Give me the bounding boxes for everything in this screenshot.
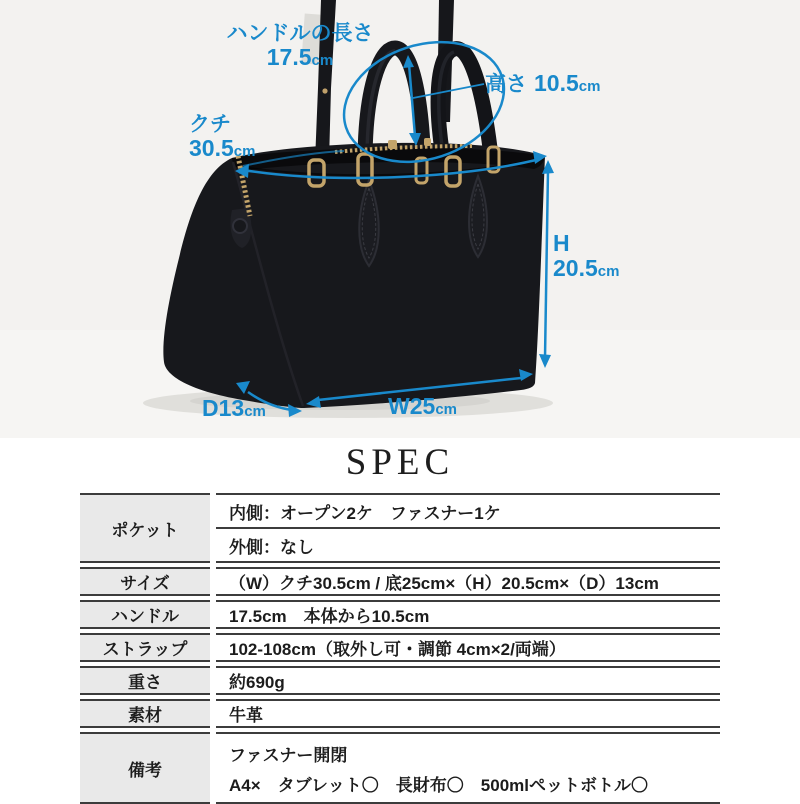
depth-unit: cm [244,403,266,420]
handle-height-label: 高さ [485,73,527,96]
notes-line1: ファスナー開閉 [229,745,348,765]
handle-length-unit: cm [311,52,334,70]
spec-row-size [80,567,720,596]
spec-value-handle: 17.5cm 本体から10.5cm [216,600,720,629]
spec-row-weight [80,666,720,695]
pocket-outer: 外側：なし [229,537,314,557]
spec-row-strap [80,633,720,662]
spec-value-strap: 102-108cm（取外し可・調節 4cm×2/両端） [216,633,720,662]
spec-label-strap: ストラップ [80,633,210,662]
bag-body [163,143,545,408]
spec-value-notes [216,732,720,804]
notes-line2: A4× タブレット〇 長財布〇 500mlペットボトル〇 [229,775,649,795]
spec-label-size: サイズ [80,567,210,596]
bag-height-value: 20.5 [553,255,598,282]
spec-value-pocket [216,493,720,563]
handle-length-label: ハンドルの長さ [226,22,374,45]
handle-length-value: 17.5 [266,44,312,71]
spec-heading: SPEC [345,442,455,483]
spec-row-pocket [80,493,720,563]
spec-value-material: 牛革 [216,699,720,728]
opening-value: 30.5 [189,135,234,162]
spec-label-pocket: ポケット [80,493,210,563]
pocket-inner: 内側：オープン2ケ ファスナー1ケ [216,495,720,529]
spec-label-weight: 重さ [80,666,210,695]
spec-value-weight: 約690g [216,666,720,695]
width-value: 25 [409,393,436,419]
spec-label-notes: 備考 [80,732,210,804]
bag-height-unit: cm [597,263,620,281]
spec-label-handle: ハンドル [80,600,210,629]
spec-row-material [80,699,720,728]
spec-table [80,493,720,804]
spec-row-handle [80,600,720,629]
bag-height-label: H [553,230,570,256]
spec-label-material: 素材 [80,699,210,728]
width-label: W [388,393,410,419]
hang-tag [301,14,321,65]
opening-label: クチ [189,113,231,136]
opening-unit: cm [233,143,256,161]
depth-value: 13 [218,395,245,421]
spec-row-notes [80,732,720,804]
handle-height-value: 10.5 [534,70,579,96]
handle-height-unit: cm [578,78,601,95]
width-unit: cm [435,401,457,418]
spec-value-size: （W）クチ30.5cm / 底25cm×（H）20.5cm×（D）13cm [216,567,720,596]
depth-label: D [202,395,219,421]
